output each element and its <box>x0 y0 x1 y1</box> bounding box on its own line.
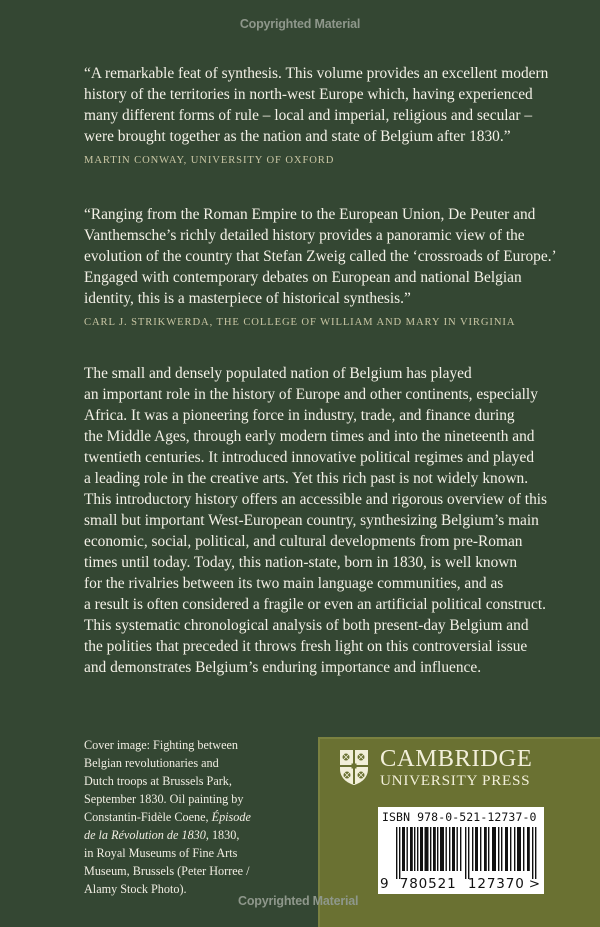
endorsement-2-line: identity, this is a masterpiece of historical synthesis.” <box>84 290 411 307</box>
isbn-barcode <box>378 807 544 894</box>
description-line: a leading role in the creative arts. Yet this rich past is not widely known. <box>84 470 529 487</box>
endorsement-1-line: “A remarkable feat of synthesis. This volume provides an excellent modern <box>84 65 549 82</box>
caption-text: Constantin-Fidèle Coene, <box>84 810 212 824</box>
publisher-subtitle: UNIVERSITY PRESS <box>380 772 531 789</box>
description-line: an important role in the history of Europe and other continents, especially <box>84 386 538 403</box>
description-line: times until today. Today, this nation-state, born in 1830, is well known <box>84 554 518 571</box>
description-line: The small and densely populated nation of Belgium has played <box>84 365 472 382</box>
description-line: the polities that preceded it throws fresh light on this controversial issue <box>84 638 528 655</box>
description-line: economic, social, political, and cultural developments from pre-Roman <box>84 533 523 550</box>
description-line: This systematic chronological analysis of both present-day Belgium and <box>84 617 529 634</box>
description-line: for the rivalries between its two main language communities, and as <box>84 575 504 592</box>
caption-line: Alamy Stock Photo). <box>84 882 187 896</box>
caption-line: September 1830. Oil painting by <box>84 792 244 806</box>
caption-line: in Royal Museums of Fine Arts <box>84 846 238 860</box>
endorsement-1-line: many different forms of rule – local and imperial, religious and secular – <box>84 107 533 124</box>
description-line: This introductory history offers an accessible and rigorous overview of this <box>84 491 548 508</box>
cambridge-shield-icon <box>339 749 369 786</box>
ean-group-2: 127370 <box>467 876 525 892</box>
caption-line: Museum, Brussels (Peter Horree / <box>84 864 250 878</box>
ean-number <box>380 876 541 892</box>
caption-line: Dutch troops at Brussels Park, <box>84 774 232 788</box>
ean-group-1: 780521 <box>399 876 457 892</box>
description-line: the Middle Ages, through early modern times and into the nineteenth and <box>84 428 535 445</box>
isbn-label: ISBN 978-0-521-12737-0 <box>382 810 537 824</box>
caption-line: Cover image: Fighting between <box>84 738 239 752</box>
caption-line <box>84 827 239 843</box>
caption-line: Belgian revolutionaries and <box>84 756 219 770</box>
caption-painting-title: de la Révolution de 1830 <box>84 828 206 842</box>
description-line: a result is often considered a fragile or even an artificial political construct. <box>84 596 546 613</box>
watermark-bottom: Copyrighted Material <box>238 894 359 908</box>
description-line: twentieth centuries. It introduced innovative political regimes and played <box>84 449 535 466</box>
endorsement-2-line: “Ranging from the Roman Empire to the European Union, De Peuter and <box>84 206 536 223</box>
endorsement-1-line: were brought together as the nation and state of Belgium after 1830.” <box>84 128 511 145</box>
description-line: Africa. It was a pioneering force in industry, trade, and finance during <box>84 407 515 424</box>
endorsement-2-line: Vanthemsche’s richly detailed history provides a panoramic view of the <box>84 227 525 244</box>
barcode-bars-icon <box>394 827 542 879</box>
endorsement-2-attribution: CARL J. STRIKWERDA, THE COLLEGE OF WILLIAM AND MARY IN VIRGINIA <box>84 317 516 328</box>
publisher-name: CAMBRIDGE <box>380 745 533 772</box>
endorsement-1-attribution: MARTIN CONWAY, UNIVERSITY OF OXFORD <box>84 155 335 166</box>
caption-painting-title: Épisode <box>211 810 251 824</box>
watermark-top: Copyrighted Material <box>239 17 361 31</box>
caption-line <box>84 809 251 825</box>
description-line: and demonstrates Belgium’s enduring importance and influence. <box>84 659 482 676</box>
endorsement-2-line: evolution of the country that Stefan Zweig called the ‘crossroads of Europe.’ <box>84 248 557 265</box>
ean-lead-digit: 9 <box>380 876 390 892</box>
endorsement-1-line: history of the territories in north-west Europe which, having experienced <box>84 86 533 103</box>
caption-text: , 1830, <box>205 828 240 842</box>
ean-quiet-zone-marker: > <box>528 876 541 892</box>
description-line: small but important West-European country, synthesizing Belgium’s main <box>84 512 539 529</box>
endorsement-2-line: Engaged with contemporary debates on European and national Belgian <box>84 269 522 286</box>
